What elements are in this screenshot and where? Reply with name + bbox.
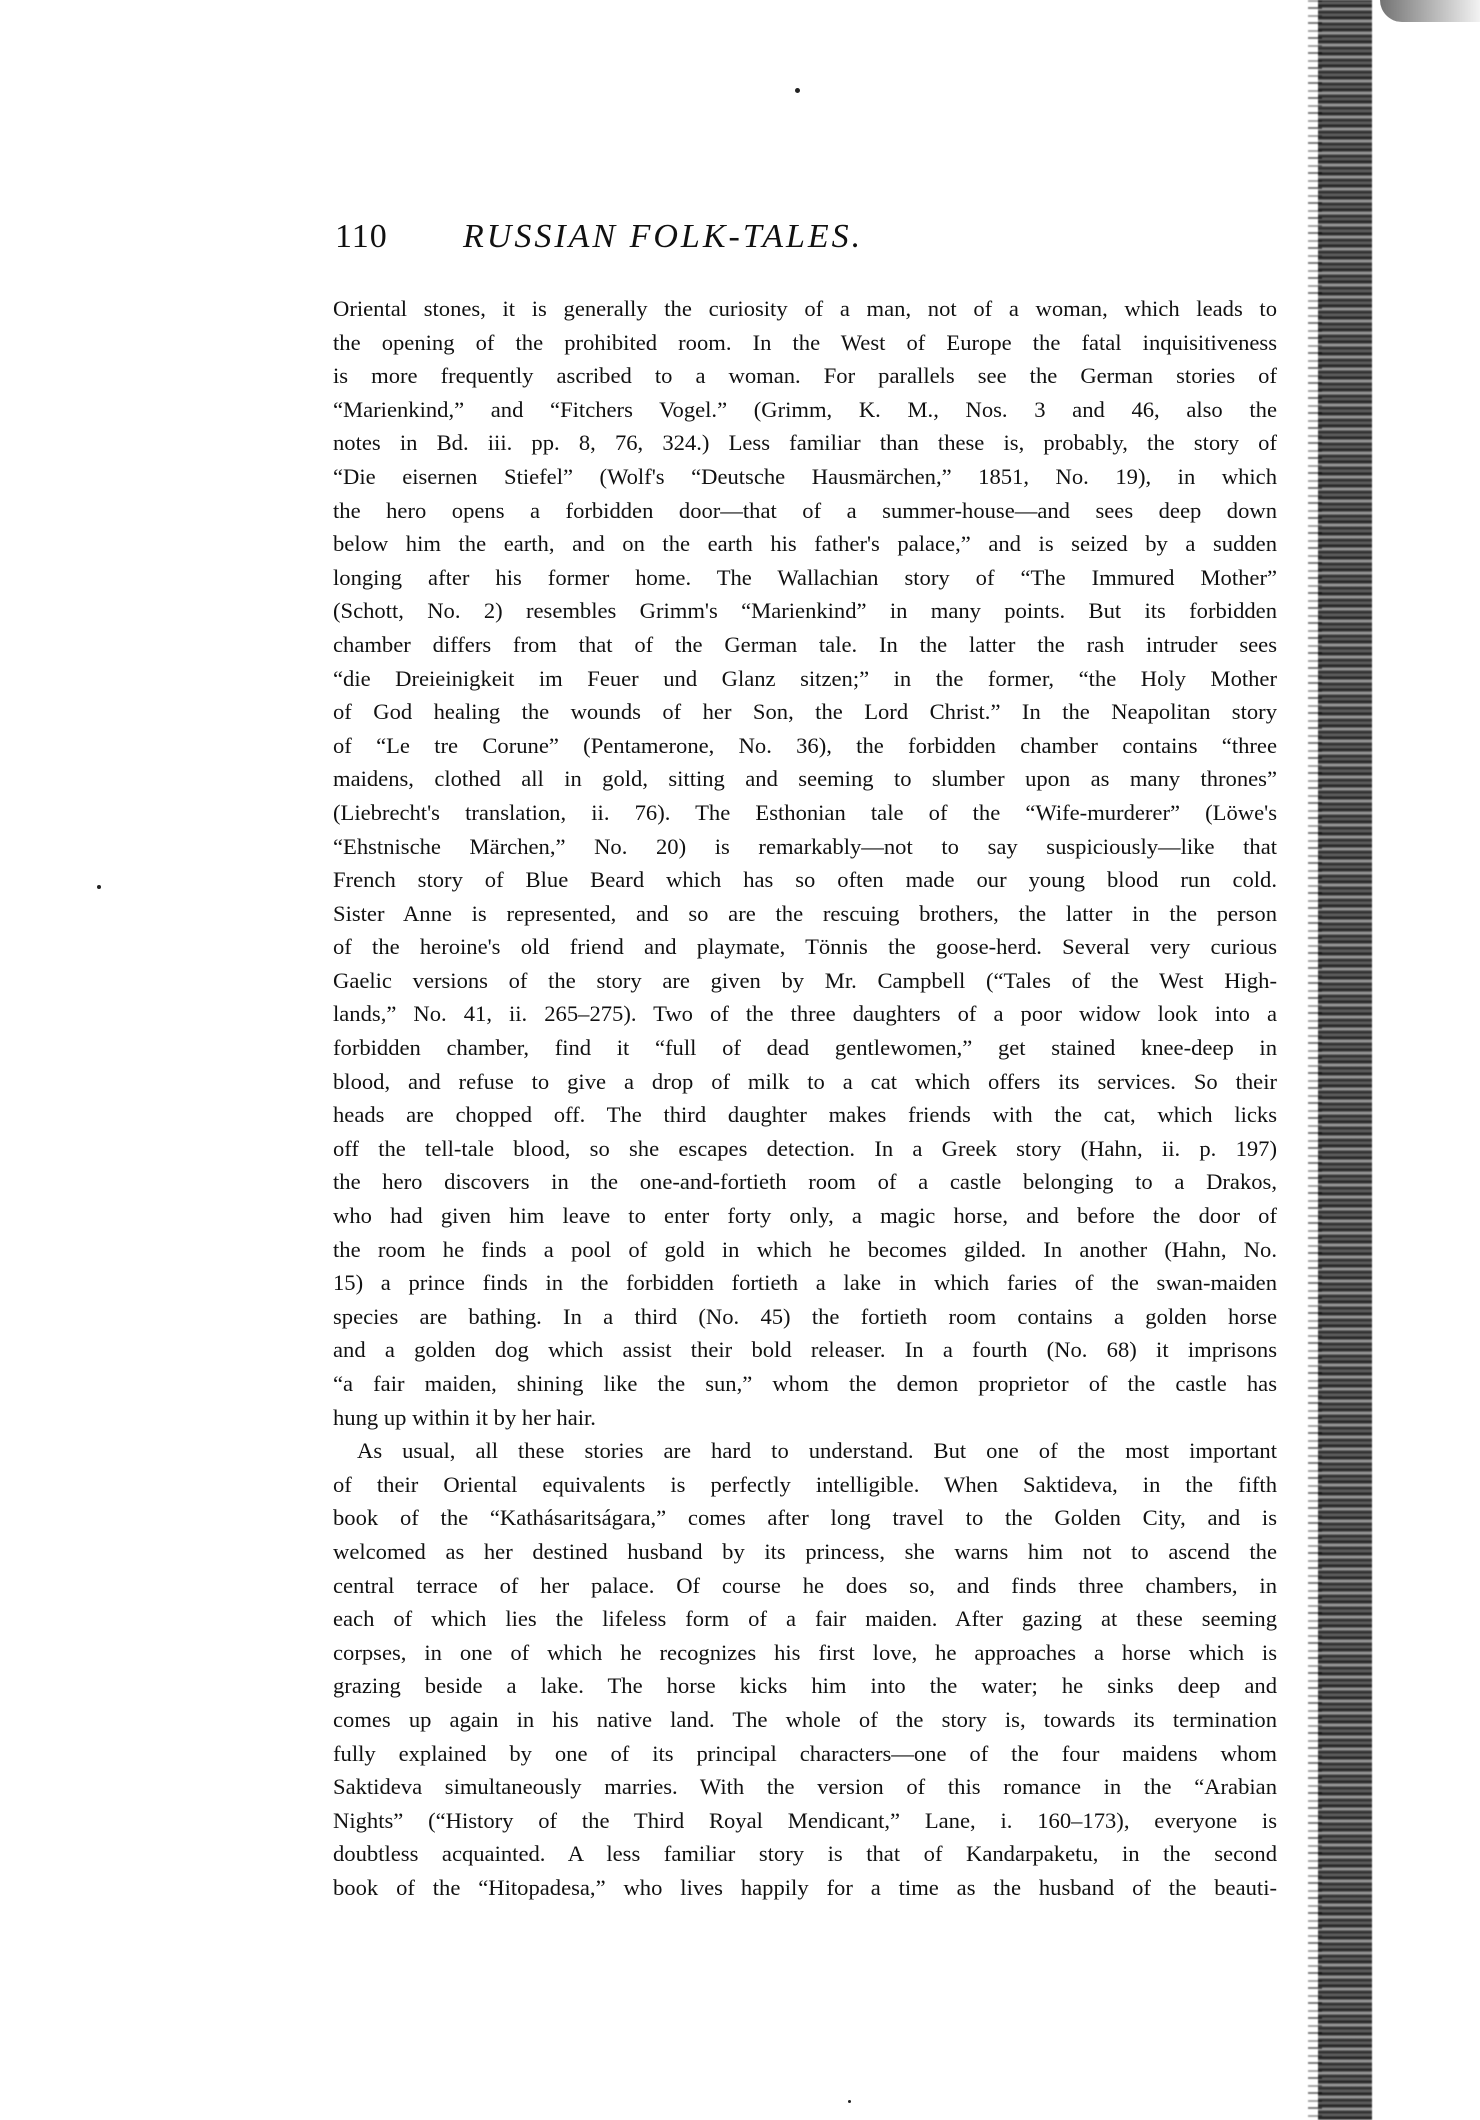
text-line: 15) a prince finds in the forbidden fortieth a lake in which faries of the swan-maiden <box>333 1270 1277 1296</box>
body-text <box>333 292 1277 1905</box>
text-line: maidens, clothed all in gold, sitting and seeming to slumber upon as many thrones” <box>333 766 1277 792</box>
text-line: corpses, in one of which he recognizes his first love, he approaches a horse which is <box>333 1639 1277 1665</box>
scan-speck <box>97 885 101 889</box>
paragraph <box>333 1434 1277 1904</box>
text-line: book of the “Kathásaritságara,” comes after long travel to the Golden City, and is <box>333 1505 1277 1531</box>
text-line: of their Oriental equivalents is perfectly intelligible. When Saktideva, in the fifth <box>333 1471 1277 1497</box>
text-line: “a fair maiden, shining like the sun,” whom the demon proprietor of the castle has <box>333 1371 1277 1396</box>
text-line: hung up within it by her hair. <box>333 1404 596 1430</box>
text-line: (Schott, No. 2) resembles Grimm's “Marienkind” in many points. But its forbidden <box>333 598 1277 624</box>
text-line: Gaelic versions of the story are given by Mr. Campbell (“Tales of the West High- <box>333 967 1277 993</box>
paragraph <box>333 292 1277 1434</box>
text-line: fully explained by one of its principal characters—one of the four maidens whom <box>333 1740 1277 1766</box>
text-line: heads are chopped off. The third daughter makes friends with the cat, which licks <box>333 1102 1277 1128</box>
text-line: central terrace of her palace. Of course he does so, and finds three chambers, in <box>333 1572 1277 1598</box>
scan-speck <box>848 2100 851 2103</box>
text-line: below him the earth, and on the earth his father's palace,” and is seized by a sudden <box>333 531 1277 557</box>
text-line: lands,” No. 41, ii. 265–275). Two of the three daughters of a poor widow look into a <box>333 1001 1277 1027</box>
text-line: the room he finds a pool of gold in which he becomes gilded. In another (Hahn, No. <box>333 1236 1277 1262</box>
scan-margin <box>1372 0 1480 2120</box>
text-line: of the heroine's old friend and playmate, Tönnis the goose-herd. Several very curious <box>333 934 1277 960</box>
text-line: “Die eisernen Stiefel” (Wolf's “Deutsche Hausmärchen,” 1851, No. 19), in which <box>333 463 1277 489</box>
text-line: welcomed as her destined husband by its princess, she warns him not to ascend the <box>333 1538 1277 1564</box>
text-line: chamber differs from that of the German tale. In the latter the rash intruder sees <box>333 631 1277 657</box>
text-line: Nights” (“History of the Third Royal Mendicant,” Lane, i. 160–173), everyone is <box>333 1807 1277 1833</box>
text-line: Saktideva simultaneously marries. With the version of this romance in the “Arabian <box>333 1774 1277 1800</box>
scan-binding-edge <box>1318 0 1372 2120</box>
text-line: grazing beside a lake. The horse kicks him into the water; he sinks deep and <box>333 1673 1277 1699</box>
text-line: is more frequently ascribed to a woman. For parallels see the German stories of <box>333 363 1277 389</box>
scan-corner-smudge <box>1380 0 1480 22</box>
text-line: book of the “Hitopadesa,” who lives happily for a time as the husband of the beauti- <box>333 1874 1277 1900</box>
text-line: of “Le tre Corune” (Pentamerone, No. 36), the forbidden chamber contains “three <box>333 732 1277 758</box>
text-line: Sister Anne is represented, and so are the rescuing brothers, the latter in the person <box>333 900 1277 926</box>
page-number: 110 <box>335 218 388 255</box>
text-line: As usual, all these stories are hard to understand. But one of the most important <box>357 1438 1277 1464</box>
text-line: Oriental stones, it is generally the curiosity of a man, not of a woman, which leads to <box>333 296 1277 321</box>
text-line: longing after his former home. The Wallachian story of “The Immured Mother” <box>333 564 1277 590</box>
text-line: species are bathing. In a third (No. 45) the fortieth room contains a golden horse <box>333 1303 1277 1329</box>
text-line: the hero opens a forbidden door—that of a summer-house—and sees deep down <box>333 497 1277 523</box>
text-line: blood, and refuse to give a drop of milk to a cat which offers its services. So their <box>333 1068 1277 1094</box>
scan-speck <box>795 88 800 93</box>
text-line: off the tell-tale blood, so she escapes detection. In a Greek story (Hahn, ii. p. 197) <box>333 1135 1277 1161</box>
text-line: forbidden chamber, find it “full of dead gentlewomen,” get stained knee-deep in <box>333 1035 1277 1061</box>
text-line: “Marienkind,” and “Fitchers Vogel.” (Grimm, K. M., Nos. 3 and 46, also the <box>333 396 1277 422</box>
running-title: RUSSIAN FOLK-TALES. <box>463 218 864 255</box>
page-header <box>335 218 1275 266</box>
text-line: (Liebrecht's translation, ii. 76). The Esthonian tale of the “Wife-murderer” (Löwe's <box>333 799 1277 825</box>
text-line: who had given him leave to enter forty only, a magic horse, and before the door of <box>333 1203 1277 1229</box>
text-line: the hero discovers in the one-and-fortieth room of a castle belonging to a Drakos, <box>333 1169 1277 1195</box>
text-line: of God healing the wounds of her Son, the Lord Christ.” In the Neapolitan story <box>333 699 1277 725</box>
text-line: comes up again in his native land. The whole of the story is, towards its termination <box>333 1706 1277 1732</box>
text-line: and a golden dog which assist their bold releaser. In a fourth (No. 68) it imprisons <box>333 1337 1277 1363</box>
text-line: notes in Bd. iii. pp. 8, 76, 324.) Less familiar than these is, probably, the story of <box>333 430 1277 456</box>
text-line: each of which lies the lifeless form of a fair maiden. After gazing at these seeming <box>333 1606 1277 1632</box>
text-line: “Ehstnische Märchen,” No. 20) is remarkably—not to say suspiciously—like that <box>333 833 1277 859</box>
text-line: “die Dreieinigkeit im Feuer und Glanz sitzen;” in the former, “the Holy Mother <box>333 665 1277 691</box>
text-line: the opening of the prohibited room. In the West of Europe the fatal inquisitiveness <box>333 329 1277 355</box>
text-line: doubtless acquainted. A less familiar story is that of Kandarpaketu, in the second <box>333 1841 1277 1867</box>
text-line: French story of Blue Beard which has so often made our young blood run cold. <box>333 867 1277 893</box>
